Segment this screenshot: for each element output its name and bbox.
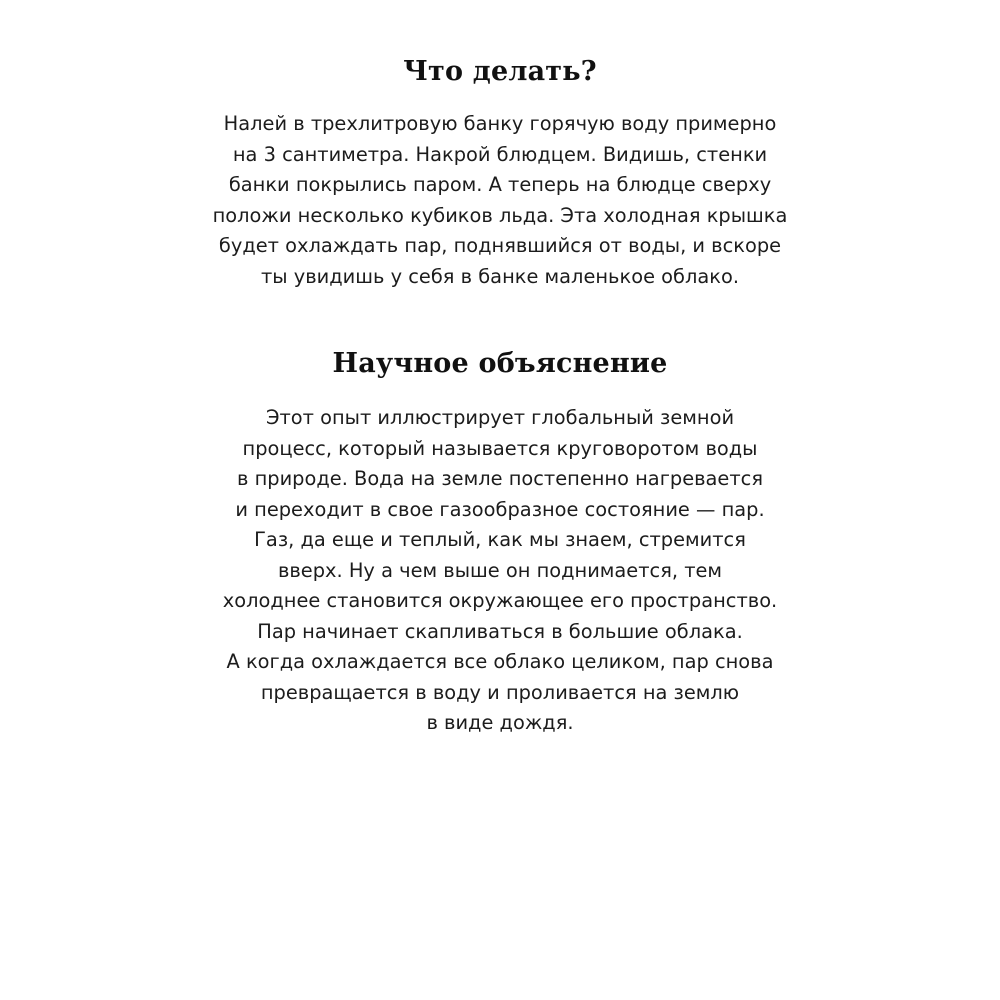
text-line: на 3 сантиметра. Накрой блюдцем. Видишь, стенки (232, 142, 768, 166)
text-line: в виде дождя. (426, 711, 574, 734)
text-line: Этот опыт иллюстрирует глобальный земной (265, 406, 735, 429)
text-line: и переходит в свое газообразное состояние — пар. (235, 497, 765, 521)
text-line: А когда охлаждается все облако целиком, пар снова (226, 650, 774, 673)
text-line: в природе. Вода на земле постепенно нагревается (237, 467, 763, 490)
section-body-what-to-do (190, 109, 810, 292)
text-line: процесс, который называется круговоротом воды (242, 436, 758, 460)
text-line: банки покрылись паром. А теперь на блюдце сверху (228, 173, 772, 196)
text-line: Газ, да еще и теплый, как мы знаем, стремится (254, 528, 746, 551)
section-scientific-explanation (190, 348, 810, 739)
section-body-scientific-explanation (190, 403, 810, 739)
text-line: будет охлаждать пар, поднявшийся от воды, и вскоре (218, 234, 782, 257)
text-line: положи несколько кубиков льда. Эта холодная крышка (212, 203, 788, 227)
section-spacer (190, 292, 810, 348)
text-line: Налей в трехлитровую банку горячую воду примерно (223, 112, 777, 135)
section-heading-scientific-explanation: Научное объяснение (332, 348, 668, 379)
text-line: ты увидишь у себя в банке маленькое облако. (261, 264, 739, 288)
section-what-to-do (190, 56, 810, 292)
section-heading-what-to-do: Что делать? (403, 56, 597, 87)
text-line: Пар начинает скапливаться в большие облака. (257, 619, 743, 643)
text-line: холоднее становится окружающее его пространство. (222, 589, 778, 612)
text-line: превращается в воду и проливается на землю (260, 680, 740, 704)
text-line: вверх. Ну а чем выше он поднимается, тем (277, 558, 723, 582)
